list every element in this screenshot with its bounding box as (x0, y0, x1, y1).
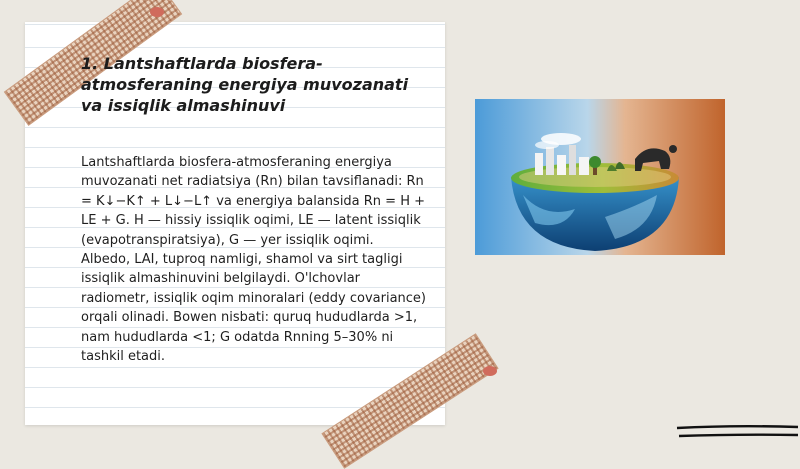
tape-tip-bottom (483, 366, 497, 376)
decorative-lines (675, 422, 800, 448)
slide-body-text: Lantshaftlarda biosfera-atmosferaning energiya muvozanati net radiatsiya (Rn) bilan tavsiflanadi: Rn = K↓−K↑ + L↓−L↑ va energiya balansida Rn = H + LE + G. H — hissiy issiqlik oqimi, LE — latent issiqlik (evapotranspiratsiya), G — yer issiqlik oqimi. Albedo, LAI, tuproq namligi, shamol va sirt tagligi issiqlik almashinuvini belgilaydi. O'lchovlar radiometr, issiqlik oqim minoralari (eddy covariance) orqali olinadi. Bowen nisbati: quruq hududlarda >1, nam hududlarda <1; G odatda Rnning 5–30% ni tashkil etadi. (81, 155, 427, 365)
climate-globe-image (475, 99, 725, 255)
tape-tip-top (150, 7, 164, 17)
slide-title: 1. Lantshaftlarda biosfera-atmosferaning energiya muvozanati va issiqlik almashinuvi (81, 54, 409, 115)
